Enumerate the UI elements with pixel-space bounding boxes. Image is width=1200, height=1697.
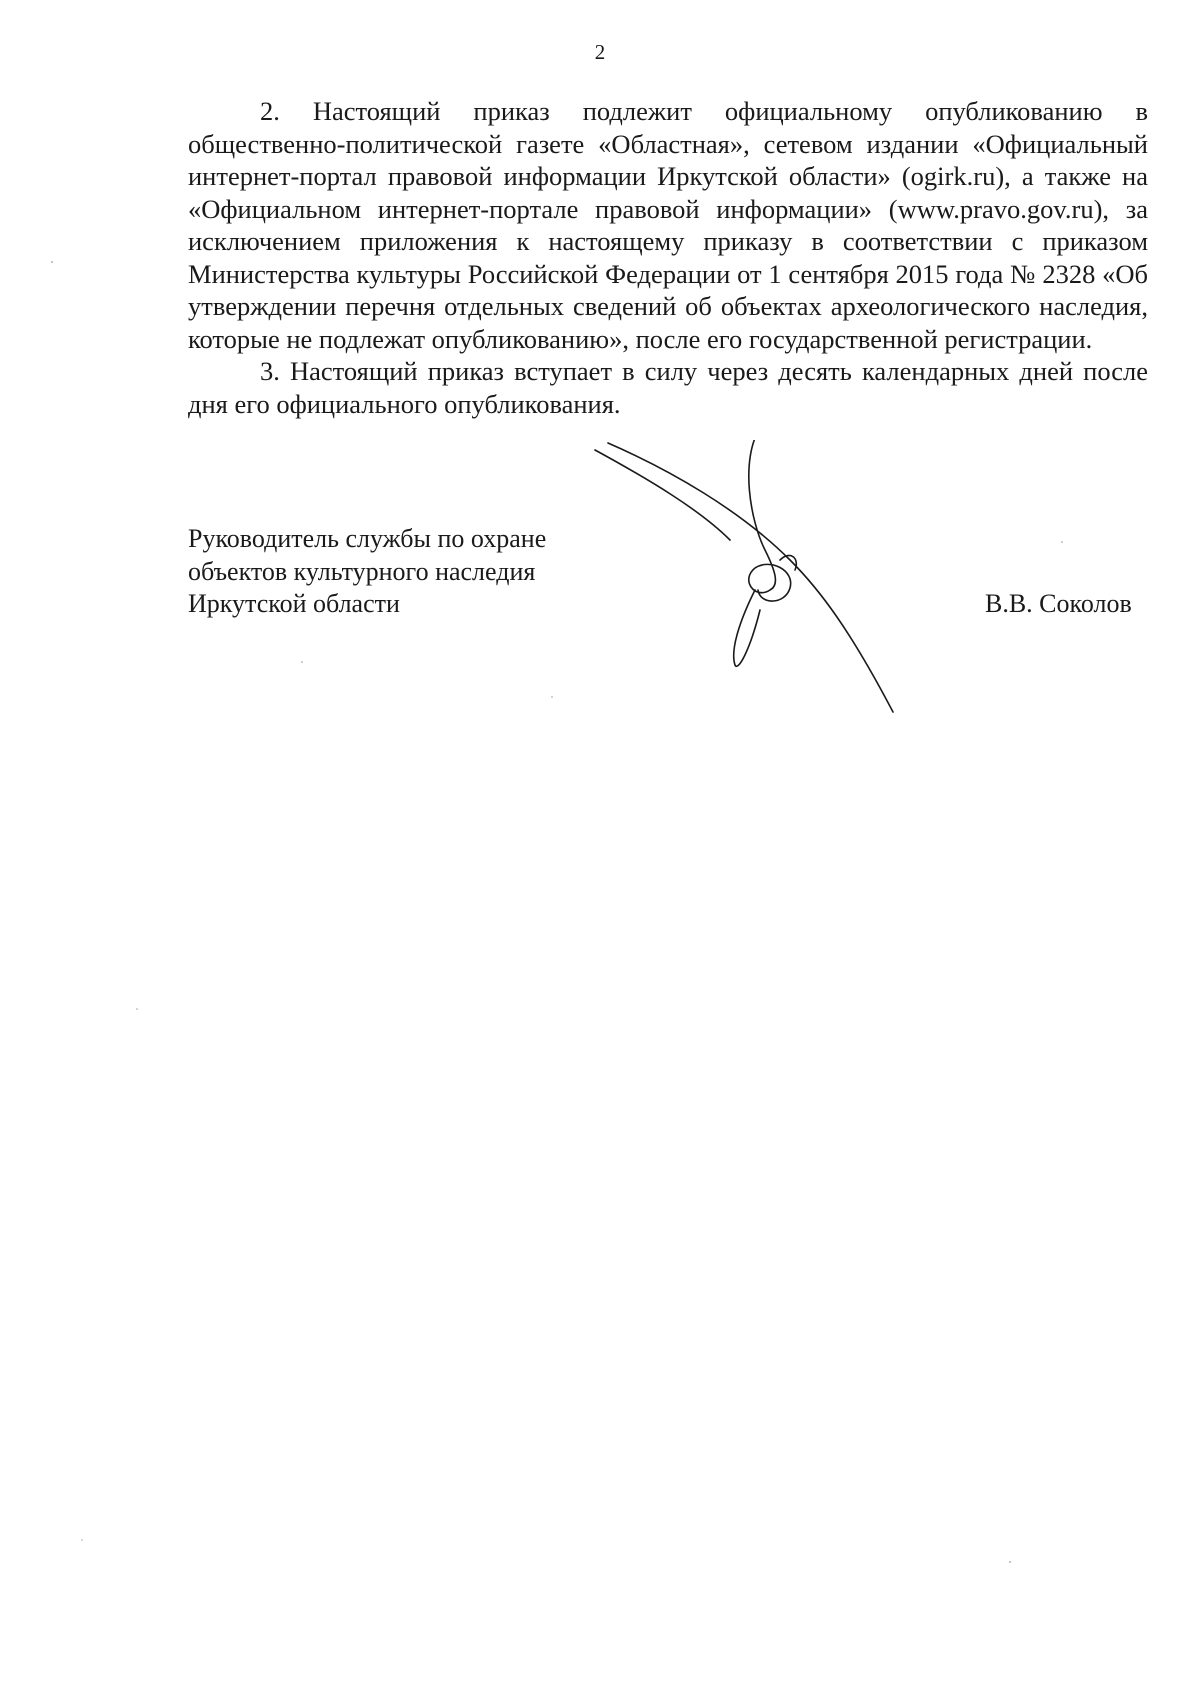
scan-speck: [301, 661, 303, 663]
scan-speck: [1061, 541, 1063, 543]
signer-position-line-1: Руководитель службы по охране: [188, 524, 547, 553]
scan-speck: [1009, 1561, 1011, 1563]
document-body: [188, 95, 1148, 420]
paragraph-effective-date: 3. Настоящий приказ вступает в силу через десять календарных дней после дня его официального опубликования.: [188, 356, 1148, 419]
signature-stroke-loop: [749, 440, 791, 601]
signer-name: В.В. Соколов: [985, 589, 1132, 618]
scan-speck: [51, 261, 53, 263]
signer-position-line-3: Иркутской области: [188, 589, 400, 618]
signature-stroke-second: [595, 450, 730, 540]
page-number: 2: [594, 40, 606, 64]
signature-stroke-main: [608, 443, 893, 712]
scan-speck: [81, 1539, 82, 1540]
signer-position-line-2: объектов культурного наследия: [188, 556, 536, 586]
scan-speck: [136, 1008, 138, 1010]
paragraph-publication: 2. Настоящий приказ подлежит официальному опубликованию в общественно-политической газете «Областная», сетевом издании «Официальный интернет-портал правовой информации Иркутской области» (ogirk.ru), а также на «Официальном интернет-портале правовой информации» (www.pravo.gov.ru), за исключением приложения к настоящему приказу в соответствии с приказом Министерства культуры Российской Федерации от 1 сентября 2015 года № 2328 «Об утверждении перечня отдельных сведений об объектах археологического наследия, которые не подлежат опубликованию», после его государственной регистрации.: [188, 96, 1148, 354]
handwritten-signature: [590, 440, 910, 720]
scan-speck: [551, 696, 553, 698]
signer-position: [188, 523, 546, 621]
signature-stroke-tail: [734, 590, 760, 666]
